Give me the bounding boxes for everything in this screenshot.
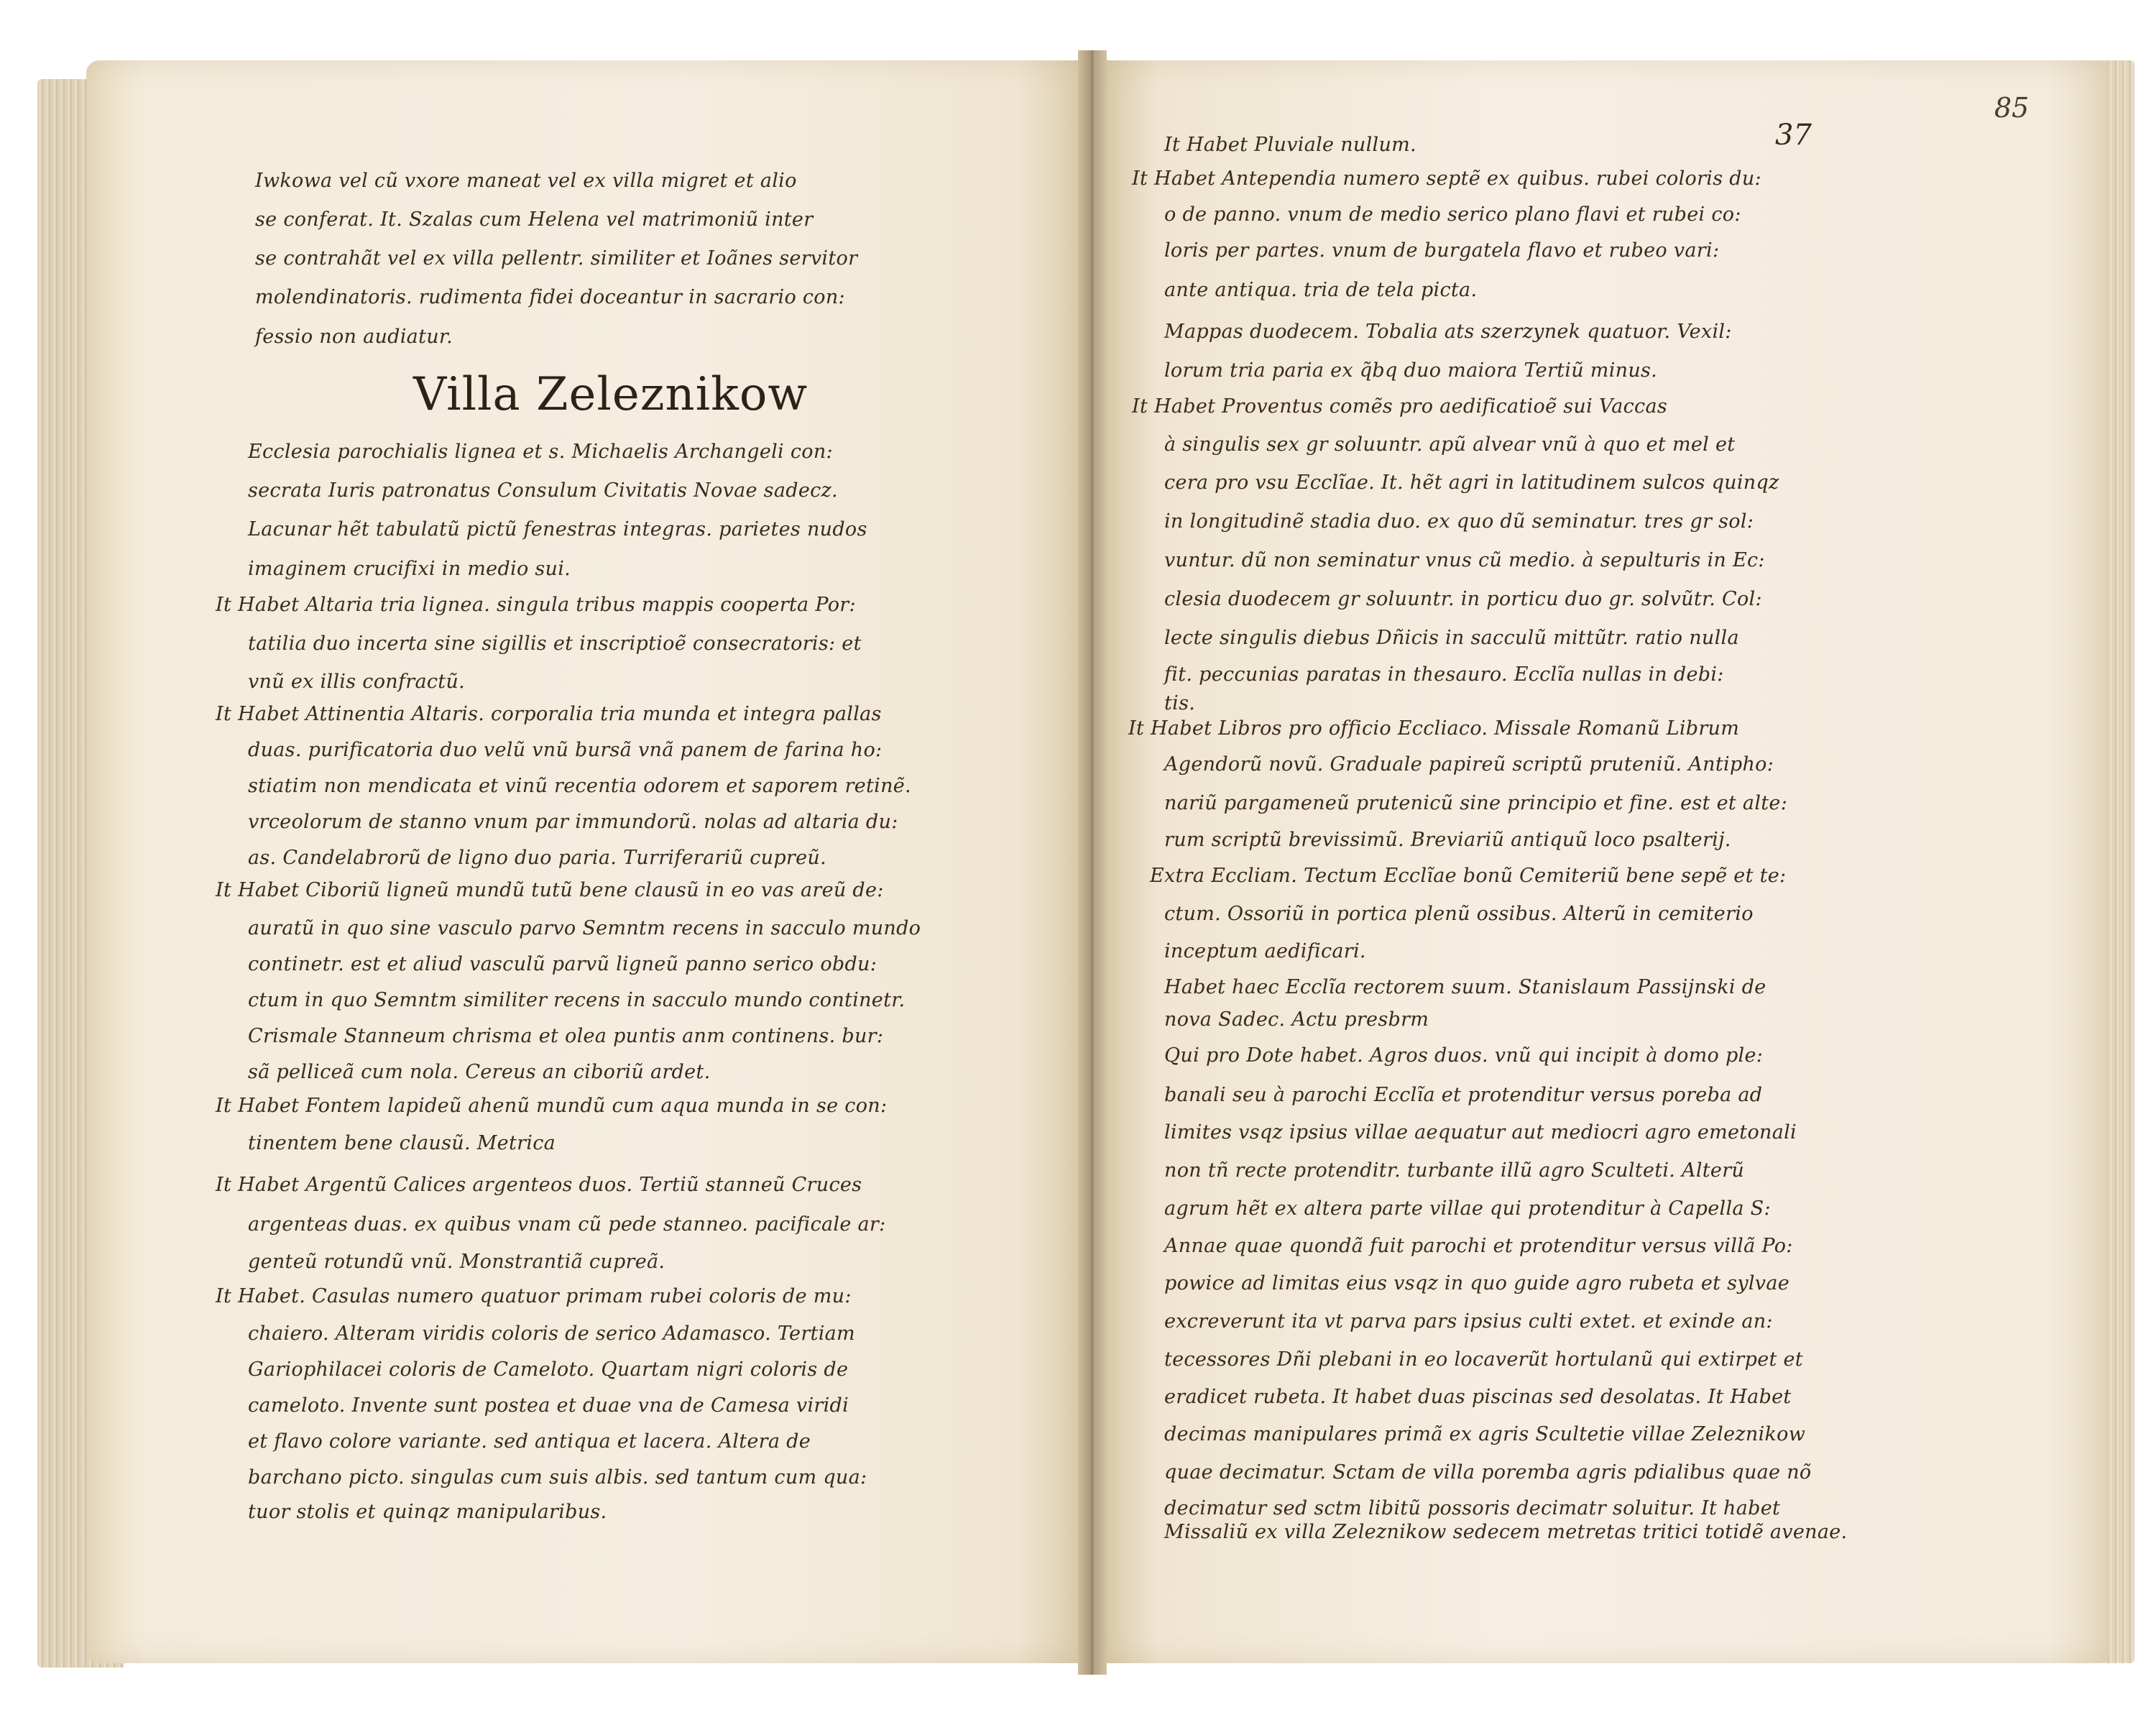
right-line: Extra Eccliam. Tectum Ecclĩae bonũ Cemiteriũ bene sepẽ et te: [1150, 865, 1787, 887]
right-line: cera pro vsu Ecclĩae. It. hẽt agri in latitudinem sulcos quinqz [1164, 472, 1779, 494]
right-line: eradicet rubeta. It habet duas piscinas sed desolatas. It Habet [1164, 1386, 1792, 1408]
left-line: vrceolorum de stanno vnum par immundorũ. nolas ad altaria du: [248, 811, 898, 833]
left-line: It Habet. Casulas numero quatuor primam rubei coloris de mu: [216, 1285, 852, 1307]
left-line: continetr. est et aliud vasculũ parvũ ligneũ panno serico obdu: [248, 953, 877, 975]
folio-stamp: 85 [1994, 92, 2030, 124]
left-line: as. Candelabrorũ de ligno duo paria. Turriferariũ cupreũ. [248, 847, 826, 869]
book-gutter [1078, 50, 1107, 1675]
right-line: lecte singulis diebus Dñicis in sacculũ mittũtr. ratio nulla [1164, 627, 1739, 649]
right-line: limites vsqz ipsius villae aequatur aut mediocri agro emetonali [1164, 1121, 1797, 1144]
right-line: loris per partes. vnum de burgatela flavo et rubeo vari: [1164, 239, 1720, 262]
right-line: clesia duodecem gr soluuntr. in porticu duo gr. solvũtr. Col: [1164, 588, 1762, 610]
right-line: ctum. Ossoriũ in portica plenũ ossibus. Alterũ in cemiterio [1164, 903, 1754, 925]
right-line: It Habet Pluviale nullum. [1164, 134, 1416, 156]
left-line: tatilia duo incerta sine sigillis et inscriptioẽ consecratoris: et [248, 632, 862, 655]
right-line: Annae quae quondã fuit parochi et protenditur versus villã Po: [1164, 1235, 1793, 1257]
section-heading: Villa Zeleznikow [413, 368, 808, 421]
right-line: Mappas duodecem. Tobalia ats szerzynek quatuor. Vexil: [1164, 321, 1732, 343]
left-line: stiatim non mendicata et vinũ recentia odorem et saporem retinẽ. [248, 775, 911, 797]
right-line: decimas manipulares primã ex agris Scultetie villae Zeleznikow [1164, 1423, 1806, 1445]
right-line: inceptum aedificari. [1164, 940, 1366, 962]
right-line: o de panno. vnum de medio serico plano flavi et rubei co: [1164, 203, 1741, 226]
left-line: se conferat. It. Szalas cum Helena vel matrimoniũ inter [255, 208, 814, 231]
left-line: Crismale Stanneum chrisma et olea puntis anm continens. bur: [248, 1025, 884, 1047]
left-line: chaiero. Alteram viridis coloris de serico Adamasco. Tertiam [248, 1322, 855, 1345]
left-line: It Habet Fontem lapideũ ahenũ mundũ cum aqua munda in se con: [216, 1095, 888, 1117]
right-line: It Habet Libros pro officio Eccliaco. Missale Romanũ Librum [1128, 717, 1740, 740]
right-line: in longitudinẽ stadia duo. ex quo dũ seminatur. tres gr sol: [1164, 510, 1754, 533]
left-line: argenteas duas. ex quibus vnam cũ pede stanneo. pacificale ar: [248, 1213, 886, 1236]
left-line: It Habet Argentũ Calices argenteos duos. Tertiũ stanneũ Cruces [216, 1174, 862, 1196]
right-line: It Habet Antependia numero septẽ ex quibus. rubei coloris du: [1132, 167, 1761, 190]
left-line: It Habet Attinentia Altaris. corporalia tria munda et integra pallas [216, 703, 882, 725]
right-line: Agendorũ novũ. Graduale papireũ scriptũ pruteniũ. Antipho: [1164, 753, 1774, 776]
left-line: Lacunar hẽt tabulatũ pictũ fenestras integras. parietes nudos [248, 518, 867, 540]
left-line: Ecclesia parochialis lignea et s. Michaelis Archangeli con: [248, 441, 833, 463]
left-line: duas. purificatoria duo velũ vnũ bursã vnã panem de farina ho: [248, 739, 883, 761]
left-line: vnũ ex illis confractũ. [248, 671, 465, 693]
right-line: nova Sadec. Actu presbrm [1164, 1008, 1429, 1031]
right-line: tis. [1164, 692, 1196, 714]
left-line: fessio non audiatur. [255, 326, 453, 348]
left-line: Gariophilacei coloris de Cameloto. Quartam nigri coloris de [248, 1358, 849, 1381]
right-line: agrum hẽt ex altera parte villae qui protenditur à Capella S: [1164, 1197, 1771, 1220]
right-line: fit. peccunias paratas in thesauro. Ecclĩa nullas in debi: [1164, 663, 1724, 686]
right-line: powice ad limitas eius vsqz in quo guide agro rubeta et sylvae [1164, 1272, 1790, 1294]
right-line: Qui pro Dote habet. Agros duos. vnũ qui incipit à domo ple: [1164, 1044, 1764, 1067]
left-line: Iwkowa vel cũ vxore maneat vel ex villa migret et alio [255, 170, 797, 192]
page-number: 37 [1775, 119, 1812, 152]
left-line: se contrahãt vel ex villa pellentr. similiter et Ioãnes servitor [255, 247, 858, 270]
left-line: tuor stolis et quinqz manipularibus. [248, 1501, 607, 1523]
left-line: auratũ in quo sine vasculo parvo Semntm recens in sacculo mundo [248, 917, 921, 939]
right-line: Habet haec Ecclĩa rectorem suum. Stanislaum Passijnski de [1164, 976, 1766, 998]
right-line: rum scriptũ brevissimũ. Breviariũ antiquũ loco psalterij. [1164, 829, 1731, 851]
left-line: It Habet Ciboriũ ligneũ mundũ tutũ bene clausũ in eo vas areũ de: [216, 879, 884, 901]
left-line: sã pelliceã cum nola. Cereus an ciboriũ ardet. [248, 1061, 711, 1083]
right-line: lorum tria paria ex q̃bq duo maiora Tertiũ minus. [1164, 359, 1658, 382]
left-line: et flavo colore variante. sed antiqua et lacera. Altera de [248, 1430, 811, 1453]
left-line: secrata Iuris patronatus Consulum Civitatis Novae sadecz. [248, 479, 838, 502]
left-line: It Habet Altaria tria lignea. singula tribus mappis cooperta Por: [216, 594, 856, 616]
right-line: tecessores Dñi plebani in eo locaverũt hortulanũ qui extirpet et [1164, 1348, 1803, 1371]
right-line: excreverunt ita vt parva pars ipsius culti extet. et exinde an: [1164, 1310, 1773, 1333]
right-line: quae decimatur. Sctam de villa poremba agris pdialibus quae nõ [1164, 1461, 1812, 1484]
right-line: decimatur sed sctm libitũ possoris decimatr soluitur. It habet [1164, 1497, 1781, 1519]
right-line: ante antiqua. tria de tela picta. [1164, 279, 1478, 301]
left-line: barchano picto. singulas cum suis albis. sed tantum cum qua: [248, 1466, 867, 1489]
left-line: tinentem bene clausũ. Metrica [248, 1132, 556, 1154]
right-line: It Habet Proventus comẽs pro aedificatioẽ sui Vaccas [1132, 395, 1668, 418]
right-line: nariũ pargameneũ prutenicũ sine principio et fine. est et alte: [1164, 792, 1788, 814]
left-line: molendinatoris. rudimenta fidei doceantur in sacrario con: [255, 286, 845, 308]
left-line: imaginem crucifixi in medio sui. [248, 558, 571, 580]
left-line: genteũ rotundũ vnũ. Monstrantiã cupreã. [248, 1251, 665, 1273]
right-line: Missaliũ ex villa Zeleznikow sedecem metretas tritici totidẽ avenae. [1164, 1521, 1848, 1543]
left-line: ctum in quo Semntm similiter recens in sacculo mundo continetr. [248, 989, 906, 1011]
right-line: banali seu à parochi Ecclĩa et protenditur versus poreba ad [1164, 1084, 1763, 1106]
right-line: non tñ recte protenditr. turbante illũ agro Sculteti. Alterũ [1164, 1159, 1745, 1182]
right-line: à singulis sex gr soluuntr. apũ alvear vnũ à quo et mel et [1164, 433, 1736, 456]
left-line: cameloto. Invente sunt postea et duae vna de Camesa viridi [248, 1394, 849, 1417]
right-line: vuntur. dũ non seminatur vnus cũ medio. à sepulturis in Ec: [1164, 549, 1765, 571]
